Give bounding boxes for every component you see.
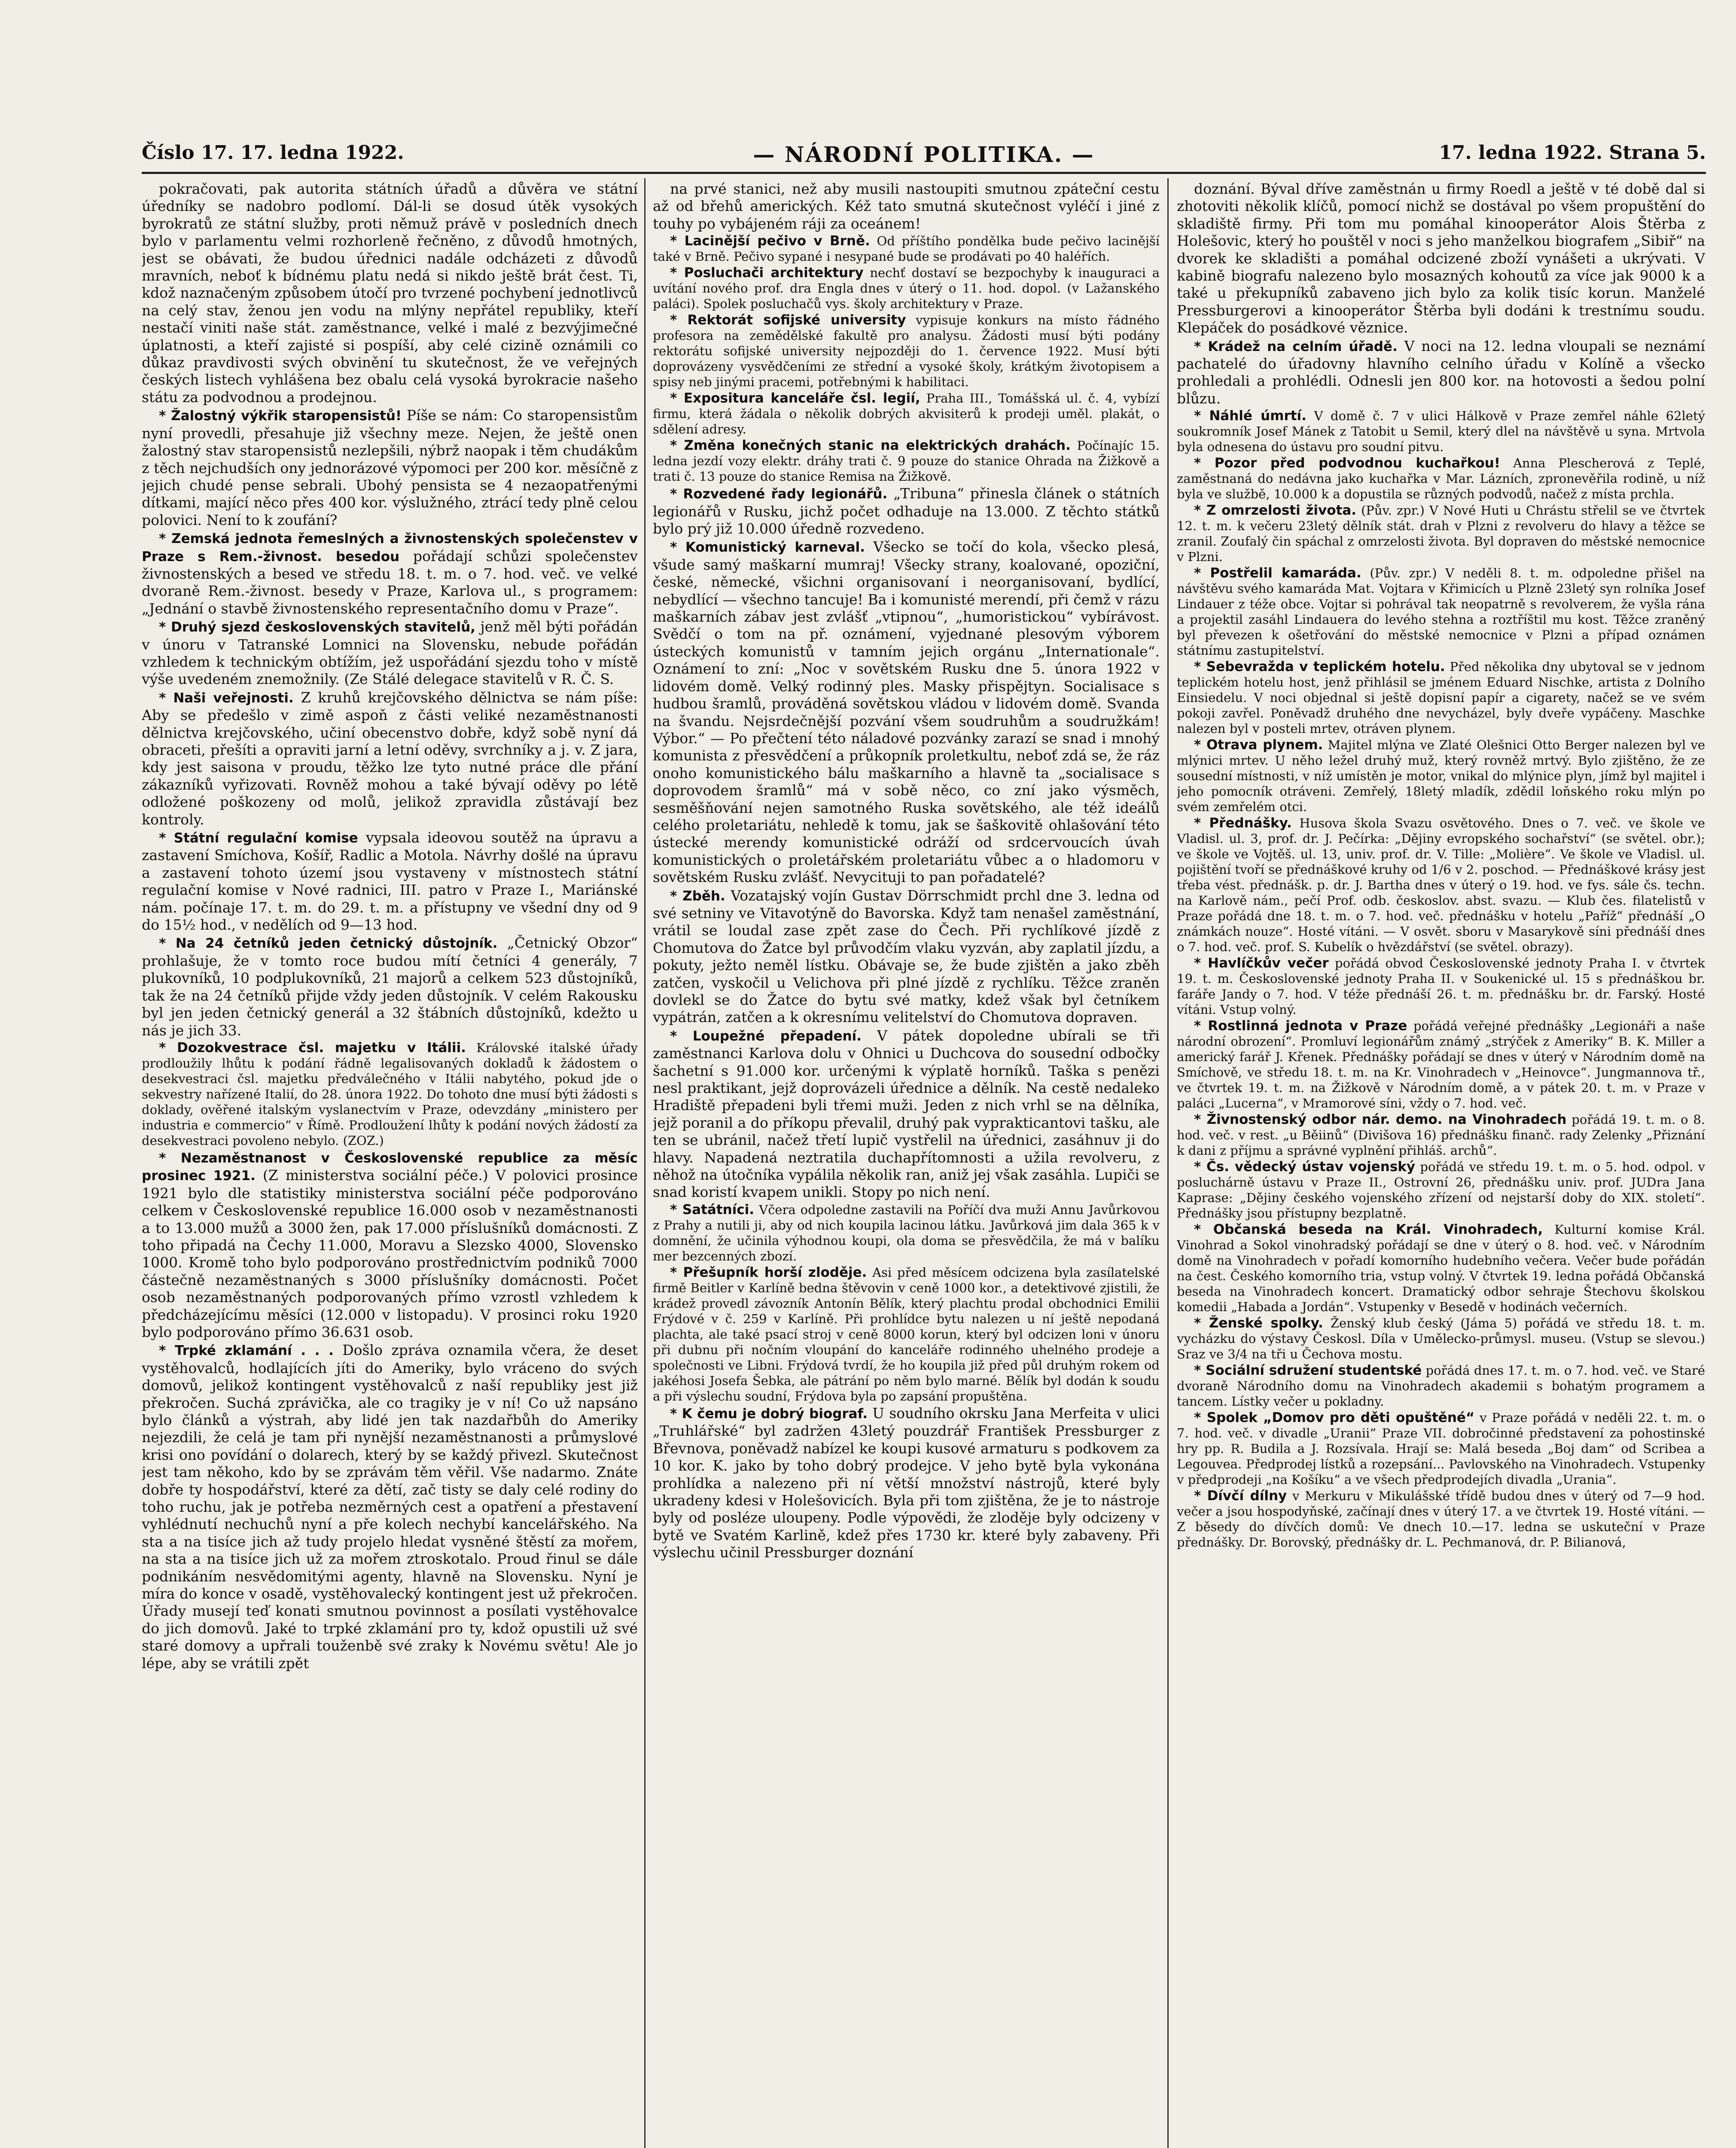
article-text: U soudního okrsku Jana Merfeita v ulici „Truhlářské“ byl zadržen 43letý pouzdrář František Pressburger z Břevnova, poněvadž nabízel ke koupi kusové armaturu s podkovem za 10 kor. K. jako by toho dobrý prodejce. V jeho bytě byla vykonána prohlídka a nalezeno při ní větší množství nástrojů, které byly ukradeny kdesi v Holešovicích. Byla při tom zjištěna, že je to nástroje byly od posléze uloupeny. Podle výpovědi, že zloděje byly odcizeny v bytě ve Svatém Karlině, kdež přes 1730 kr. které byly zabaveny. Při výslechu učinil Pressburger doznání	[653, 1404, 1160, 1561]
article-text: „Tribuna“ přinesla článek o státních legionářů v Rusku, jichž počet odhaduje na 13.000. Z těchto státků bylo prý již 10.000 úředně rozvedeno.	[653, 485, 1160, 537]
article-text: vypisuje konkurs na místo řádného profesora na zemědělské fakultě pro analysu. Žádosti musí býti podány rektorátu sofijské university nejpozději do 1. července 1922. Musí býti doprovázeny vysvědčeními ze střední a vysoké školy, krátkým životopisem a spisy neb jinými pracemi, potřebnými k habilitaci.	[653, 313, 1160, 390]
column-2	[653, 180, 1160, 2148]
article-headline: * Trpké zklamání . . .	[159, 1343, 334, 1359]
article-headline: * Rostlinná jednota v Praze	[1194, 1018, 1407, 1034]
article-text: Vozatajský vojín Gustav Dörrschmidt prchl dne 3. ledna od své setniny ve Vitavotýně do Bavorska. Když tam nenašel zaměstnání, vrátil se loudal zase zpět zase do Čech. Při rychlíkové jízdě z Chomutova do Žatce byl průvodčím vlaku vyzván, aby zaplatil jízdu, a pokuty, ježto neměl lístku. Obávaje se, že bude zjištěn a jako zběh zatčen, vyskočil u Velichova při plné jízdě z rychlíku. Těžce zraněn dovlekl se do Žatce do bytu své matky, kdež však byl četníkem vypátrán, zatčen a k okresnímu velitelství do Chomutova dopraven.	[653, 887, 1160, 1026]
article-headline: * Sebevražda v teplickém hotelu.	[1194, 659, 1445, 675]
article-paragraph	[142, 180, 638, 406]
article-paragraph	[1177, 737, 1705, 815]
article-text: pokračovati, pak autorita státních úřadů a důvěra ve státní úředníky se nadobro podlomí. Dál-li se dosud útěk vysokých byrokratů ze státní služby, proti němuž právě v posledních dnech bylo v parlamentu velmi rozhorleně řečněno, z důvodů hmotných, jest se obávati, že budou úřednici nadále odcházeti z důvodů mravních, neboť k bídnému platu nedá si nikdo ještě brát čest. Ti, kdož naznačeným způsobem útočí pro tvrzené pochybení jednotlivců na celý stav, ženou jen vodu na mlýny nepřátel republiky, kteří nestačí viniti naše stát. zaměstnance, velké i malé z bezvýjimečné úplatnosti, a kteří zajisté si pospíší, aby celé cizině oznámili co důkaz pravdivosti svých obvinění tu skutečnost, že ve veřejných českých listech vyhlášena bez obalu celá vysoká byrokracie našeho státu za podvodnou a prodejnou.	[142, 180, 638, 406]
article-paragraph	[1177, 1159, 1705, 1221]
article-paragraph	[653, 233, 1160, 264]
article-headline: * Z omrzelosti života.	[1194, 503, 1357, 519]
article-headline: * Otrava plynem.	[1194, 737, 1323, 753]
article-paragraph	[1177, 1363, 1705, 1409]
article-text: jenž měl býti pořádán v únoru v Tatranské Lomnici na Slovensku, nebude pořádán vzhledem k technickým obtížím, jež uspořádání sjezdu toho v místě výše uvedeném znemožnily. (Ze Stálé delegace stavitelů v R. Č. S.	[142, 618, 638, 688]
article-text: pořádají schůzi společenstev živnostenských a besed ve středu 18. t. m. o 7. hod. več. ve velké dvoraně Rem.-živnost. besedy v Praze, Karlova ul., s programem: „Jednání o stavbě živnostenského representačního domu v Praze“.	[142, 547, 638, 617]
article-paragraph	[142, 1342, 638, 1672]
article-text: pořádá 19. t. m. o 8. hod. več. v rest. „u Běiinů“ (Divišova 16) přednášku finanč. rady Zelenky „Přiznání k dani z příjmu a správné vyplnění přihláš. archů“.	[1177, 1112, 1705, 1158]
article-headline: * Pozor před podvodnou kuchařkou!	[1194, 455, 1501, 471]
article-text: pořádá obvod Československé jednoty Praha I. v čtvrtek 19. t. m. Československé jednoty Praha II. v Soukenické ul. 15 s přednáškou br. faráře Jandy o 7. hod. V téže přednáší 26. t. m. přednášku br. dr. Farský. Hosté vítáni. Vstup volný.	[1177, 956, 1705, 1017]
article-text: Ženský klub český (Jáma 5) pořádá ve středu 18. t. m. vycházku do výstavy Českosl. Díla v Umělecko-průmysl. museu. (Vstup se slevou.) Sraz ve 3/4 na tři u Čechova mostu.	[1177, 1316, 1705, 1362]
article-paragraph	[653, 538, 1160, 886]
column-3	[1177, 180, 1705, 2148]
date-and-page: 17. ledna 1922. Strana 5.	[1439, 142, 1706, 164]
article-paragraph	[1177, 1410, 1705, 1487]
article-text: Kulturní komise Král. Vinohrad a Sokol vinohradský pořádají se dne v úterý o 8. hod. več. v Národním domě na Vinohradech v pořadí komorního hudebního večera. Večer bude pořádán na čest. Českého komorního tria, vstup volný. V čtvrtek 19. ledna pořádá Občanská beseda na Vinohradech koncert. Dramatický odbor sehraje Štechovu školskou komedii „Habada a Jordán“. Vstupenky v Besedě v hodinách večerních.	[1177, 1222, 1705, 1315]
page-header	[142, 142, 1706, 172]
article-text: v Merkuru v Mikulášské třídě budou dnes v úterý od 7—9 hod. večer a jsou hospodyňské, začínají dnes v úterý 17. a ve čtvrtek 19. Hosté vítáni. — Z běsedy do dívčích domů: Ve dnech 10.—17. ledna se uskuteční v Praze přednášky. Dr. Borovský, přednášky dr. L. Pechmanová, dr. P. Bilianová,	[1177, 1489, 1705, 1550]
article-paragraph	[1177, 1018, 1705, 1111]
article-text: nechť dostaví se bezpochyby k inauguraci a uvítání nového prof. dra Engla dnes v úterý o 11. hod. dopol. (v Lažanského paláci). Spolek posluchačů vys. školy architektury v Praze.	[653, 265, 1160, 311]
article-text: V noci na 12. ledna vloupali se neznámí pachatelé do úřadovny hlavního celního úřadu v Kolíně a všecko prohledali a prohlédli. Odnesli jen 800 kor. na hotovosti a šedou polní blůzu.	[1177, 337, 1705, 407]
article-paragraph	[653, 1405, 1160, 1562]
article-text: vypsala ideovou soutěž na úpravu a zastavení Smíchova, Košíř, Radlic a Motola. Návrhy došlé na úpravu a zastavení tohoto území jsou vystaveny v místnostech státní regulační komise v Nové radnici, III. patro v Praze I., Mariánské nám. počínaje 17. t. m. do 29. t. m. a přístupny ve všední dny od 9 do 15½ hod., v nedělích od 9—13 hod.	[142, 829, 638, 934]
article-paragraph	[142, 407, 638, 529]
article-text: Všecko se točí do kola, všecko plesá, všude samý maškarní mumraj! Všecky strany, koalované, opoziční, české, německé, všichni organisovaní i neorganisovaní, bydlící, nebydlící — všechno tancuje! Ba i komunisté merendí, při čemž v rázu maškarních zábav jest zvlášť „vtipnou“, „humoristickou“ vybírávost. Svědčí o tom na př. oznámení, vyjednané plesovým výborem ústeckých komunistů v tamním jejich orgánu „Internationale“. Oznámení to zní: „Noc v sovětském Rusku dne 5. února 1922 v lidovém domě. Velký rodinný ples. Masky přispějtyn. Socialisace s hudbou šramlů, prováděná sovětskou vládou v lidovém domě. Svanda na švandu. Nejsrdečnější pozvání všem soudruhům a soudružkám! Výbor.“ — Po přečtení této náladové pozvánky zarazí se snad i mnohý komunista z přesvědčení a průkopník proletkultu, neboť zdá se, že ráz onoho komunistického bálu maškarního a hlavně ta „socialisace s doprovodem šramlů“ má v sobě něco, co zní jako výsměch, sesměšňování nejen samotného Ruska sovětského, ale též ideálů celého proletariátu, nehledě k tomu, jak se šaškovitě ohlašování této ústecké merendy komunistické odráží od srdcervoucích úvah komunistických o proletářském proletariátu vůbec a o hladomoru v sovětském Rusku zvlášť. Nevycituji to pan pořadatelé?	[653, 538, 1160, 886]
article-headline: * Žalostný výkřik staropensistů!	[159, 408, 402, 424]
article-headline: * Postřelil kamaráda.	[1194, 565, 1361, 581]
article-headline: * Naši veřejnosti.	[159, 690, 294, 706]
article-text: (Pův. zpr.) V Nové Huti u Chrástu střelil se ve čtvrtek 12. t. m. k večeru 23letý dělník stát. drah v Plzni z revolveru do hlavy a těžce se zranil. Zoufalý čin spáchal z omrzelosti života. Byl dopraven do městské nemocnice v Plzni.	[1177, 503, 1705, 564]
article-paragraph	[1177, 455, 1705, 502]
article-headline: * Expositura kanceláře čsl. legií,	[670, 391, 920, 406]
article-headline: * Změna konečných stanic na elektrických drahách.	[670, 438, 1071, 454]
article-headline: * Satátníci.	[670, 1202, 755, 1217]
article-text: doznání. Býval dříve zaměstnán u firmy Roedl a ještě v té době dal si zhotoviti několik klíčů, pomocí nichž se dostával po všem propuštění do skladiště firmy. Při tom mu pomáhal kinooperátor Alois Štěrba z Holešovic, který ho pouštěl v noci s jeho manželkou biografem „Sibiř“ na dvorek ke skladišti a pomáhal odcizené zboží vynášeti a ukrývati. V kabině biografu nalezeno bylo mosazných kohoutů za více jak 9000 k a také u překupníků zabaveno jich bylo za kolik tisíc korun. Manželé Pressburgerovi a kinooperátor Štěrba byli dodáni k trestnímu soudu. Klepáček do posádkové věznice.	[1177, 180, 1705, 336]
article-paragraph	[1177, 815, 1705, 955]
article-text: Včera odpoledne zastavili na Poříčí dva muži Annu Javůrkovou z Prahy a nutili ji, aby od nich koupila lacinou látku. Javůrková jim dala 365 k v domnění, že učinila výhodnou koupi, ola doma se přesvědčila, že má v balíku mer bezcenných zbozí.	[653, 1202, 1160, 1263]
article-headline: * Čs. vědecký ústav vojenský	[1194, 1159, 1416, 1175]
masthead-title: — NÁRODNÍ POLITIKA. —	[753, 142, 1095, 167]
article-paragraph	[653, 312, 1160, 390]
article-paragraph	[1177, 565, 1705, 658]
column-1	[142, 180, 638, 2148]
article-headline: * Havlíčkův večer	[1194, 955, 1329, 971]
article-paragraph	[1177, 1222, 1705, 1315]
article-headline: * Přešupník horší zloděje.	[670, 1264, 867, 1280]
article-text: Husova škola Svazu osvětového. Dnes o 7. več. ve škole ve Vladisl. ul. 3, prof. dr. J. Pečírka: „Dějiny evropského sochařství“ (se světel. obr.); ve škole ve Vojtěš. ul. 13, univ. prof. dr. V. Tille: „Molière“. Ve škole ve Vladisl. ul. pojištění tvoří se přednáškové kruhy od 1/6 v 2. poschod. — Přednáškové krásy jest třeba vést. přednášk. p. dr. J. Bartha dnes v úterý o 19. hod. ve fys. sále čs. techn. na Karlově nám., pečí Prof. odb. českoslov. abst. svazu. — Klub čes. filatelistů v Praze pořádá dne 18. t. m. o 7. hod. več. přednášku v hotelu „Paříž“ přednáší „O známkách nouze“. Hosté vítáni. — V osvět. sboru v Masarykově síni přednáší dnes o 7. hod. več. prof. S. Kubelík o hvězdářství (se světel. obrazy).	[1177, 816, 1705, 955]
article-paragraph	[142, 689, 638, 828]
article-headline: * Rozvedené řady legionářů.	[670, 486, 888, 502]
article-text: pořádá ve středu 19. t. m. o 5. hod. odpol. v posluchárně ústavu v Praze II., Ostrovní 26, přednášku univ. prof. JUDra Jana Kaprase: „Dějiny českého vojenského zřízení od nejstarší doby do XIX. století“. Přednášky jsou přístupny bezplatně.	[1177, 1159, 1705, 1221]
article-headline: * Sociální sdružení studentské	[1194, 1363, 1422, 1379]
article-text: Píše se nám: Co staropensistům nyní provedli, přesahuje již všechny meze. Nejen, že ještě onen žalostný stav staropensistů nezlepšili, nýbrž naopak i těm chudákům z těch nejchudších ony jednorázové výpomoci per 200 kor. měsíčně z jejich chudé pense sebrali. Ubohý pensista se 4 nezaopatřenými dítkami, mající něco přes 400 kor. výslužného, ztrácí tedy plně celou polovici. Není to k zoufání?	[142, 407, 638, 528]
article-paragraph	[142, 1149, 638, 1341]
article-headline: * Náhlé úmrtí.	[1194, 408, 1307, 424]
article-paragraph	[653, 265, 1160, 311]
article-paragraph	[142, 530, 638, 617]
article-headline: * Posluchači architektury	[670, 265, 864, 281]
article-headline: * Lacinější pečivo v Brně.	[670, 233, 870, 249]
article-headline: * Dozokvestrace čsl. majetku v Itálii.	[159, 1040, 466, 1056]
article-headline: * Občanská beseda na Král. Vinohradech,	[1194, 1222, 1543, 1238]
article-headline: * Rektorát sofijské university	[670, 312, 906, 328]
article-paragraph	[653, 887, 1160, 1026]
article-paragraph	[142, 618, 638, 688]
article-text: Praha III., Tomášská ul. č. 4, vybízí firmu, která žádala o několik dobrých akvisiterů k prodeji uměl. plakát, o sdělení adresy.	[653, 391, 1160, 437]
article-paragraph	[653, 485, 1160, 537]
article-headline: * Dívčí dílny	[1194, 1488, 1287, 1504]
article-paragraph	[1177, 503, 1705, 564]
article-headline: * Spolek „Domov pro děti opuštěné“	[1194, 1410, 1475, 1426]
article-paragraph	[1177, 955, 1705, 1017]
article-paragraph	[1177, 338, 1705, 408]
article-paragraph	[653, 438, 1160, 484]
article-paragraph	[1177, 1315, 1705, 1362]
article-text: Před několika dny ubytoval se v jednom teplickém hotelu host, jenž přihlásil se jménem Eduard Nischke, artista z Dolního Einsiedelu. V noci objednal si ještě dopisní papír a cigarety, načež se ve svém pokoji zavřel. Poněvadž druhého dne nevycházel, byly dveře vypáčeny. Maschke nalezen byl v posteli mrtev, otráven plynem.	[1177, 659, 1705, 736]
article-paragraph	[1177, 1112, 1705, 1158]
article-paragraph	[1177, 408, 1705, 455]
issue-number: Číslo 17. 17. ledna 1922.	[142, 142, 404, 164]
article-headline: * Nezaměstnanost v Československé republice za měsíc prosinec 1921.	[142, 1150, 638, 1184]
article-text: na prvé stanici, než aby musili nastoupiti smutnou zpáteční cestu až od břehů amerických. Kéž tato smutná skutečnost vyléčí i jiné z touhy po vybájeném ráji za oceánem!	[653, 180, 1160, 232]
article-text: Asi před měsícem odcizena byla zasílatelské firmě Beitler v Karlíně bedna štěvovin v ceně 1000 kor., a detektivové zjistili, že krádež provedl závozník Antonín Bělík, který plachtu prodal obchodnici Emilii Frýdové v č. 259 v Karlíně. Při prohlídce bytu nalezen u ní ještě nepodaná plachta, ale také psací stroj v ceně 8000 korun, který byl odcizen loni v únoru při dubnu při nočním vloupání do kanceláře rodinného uhelného prodeje a společnosti ve Libni. Frýdová tvrdí, že ho koupila již před půl druhým rokem od jakéhosi Josefa Šebka, ale pátrání po něm bylo marné. Bělík byl dodán k soudu a při výslechu soudní, Frýdova byla po zapsání propuštěna.	[653, 1265, 1160, 1404]
article-headline: * Státní regulační komise	[159, 830, 358, 846]
article-paragraph	[142, 829, 638, 934]
article-paragraph	[1177, 180, 1705, 337]
article-text: Počínajíc 15. ledna jezdí vozy elektr. dráhy trati č. 9 pouze do stanice Ohrada na Žižkově a trati č. 13 pouze do stanice Remisa na Žižkově.	[653, 438, 1160, 484]
article-headline: * K čemu je dobrý biograf.	[670, 1406, 868, 1422]
article-headline: * Přednášky.	[1194, 815, 1292, 831]
article-text: v Praze pořádá v neděli 22. t. m. o 7. hod. več. v divadle „Uranii“ Praze VII. dobročinné představení za pohostinské hry pp. R. Budila a J. Rozsívala. Hrají se: Malá beseda „Boj dam“ od Scribea a Legouvea. Předprodej lístků a rozepsání... Pavlovského na Vinohradech. Vstupenky v předprodeji „na Košíku“ a ve všech předprodejích divadla „Urania“.	[1177, 1410, 1705, 1487]
article-paragraph	[653, 180, 1160, 232]
article-text: „Četnický Obzor“ prohlašuje, že v tomto roce budou mítí četníci 4 generály, 7 plukovníků, 10 podplukovníků, 21 majorů a celkem 523 důstojníků, tak že na 24 četníků přijde vždy jeden důstojník. V celém Rakousku byl jen jeden četnický generál a 32 štábních důstojníků, kdežto u nás je jich 33.	[142, 934, 638, 1039]
article-text: Z kruhů krejčovského dělnictva se nám píše: Aby se předešlo v zimě aspoň z části veliké nezaměstnanosti dělnictva krejčovského, učiní obecenstvo dobře, když sobě nyní dá obraceti, přešíti a opraviti jarní a letní oděvy, svrchníky a j. v. Z jara, kdy jest saisona v proudu, těžko lze tyto nutné práce dle přání zákazníků vyřizovati. Rovněž mohou a také bývají oděvy po létě odložené poškozeny od molů, jelikož zpravidla zůstávají bez kontroly.	[142, 689, 638, 828]
article-text: pořádá veřejné přednášky „Legionáři a naše národní obrození“. Promluví legionářům známý „strýček z Ameriky“ B. K. Miller a americký farář J. Křenek. Přednášky pořádají se dnes v úterý v Národním domě na Smíchově, ve středu 18. t. m. na Kr. Vinohradech v „Heinovce“. Jungmannova tř., ve čtvrtek 19. t. m. na Žižkově v Národním domě, a v pátek 20. t. m. v Praze v paláci „Lucerna“, v Mramorové síni, vždy o 7. hod. več.	[1177, 1019, 1705, 1111]
article-headline: * Živnostenský odbor nár. demo. na Vinohradech	[1194, 1112, 1567, 1128]
header-rule	[142, 172, 1706, 174]
article-paragraph	[142, 1040, 638, 1148]
article-headline: * Zběh.	[670, 888, 725, 904]
article-headline: * Druhý sjezd československých stavitelů,	[159, 619, 475, 635]
article-headline: * Na 24 četníků jeden četnický důstojník.	[159, 936, 498, 952]
article-paragraph	[1177, 1488, 1705, 1550]
article-text: Od příštího pondělka bude pečivo lacinější také v Brně. Pečivo sypané i nesypané bude se prodávati po 40 haléřích.	[653, 234, 1160, 264]
article-paragraph	[653, 1265, 1160, 1404]
article-paragraph	[653, 1027, 1160, 1201]
article-paragraph	[142, 934, 638, 1039]
article-text: V domě č. 7 v ulici Hálkově v Praze zemřel náhle 62letý soukromník Josef Mánek z Tatobit u Semil, který dlel na návštěvě u syna. Mrtvola byla odnesena do ústavu pro soudní pitvu.	[1177, 409, 1705, 455]
column-divider	[1167, 178, 1169, 2148]
article-headline: * Komunistický karneval.	[670, 540, 865, 555]
article-headline: * Zemská jednota řemeslných a živnostenských společenstev v Praze s Rem.-živnost. besedou	[142, 531, 638, 564]
article-text: Královské italské úřady prodloužily lhůtu k podání řádně legalisovaných dokladů k žádostem o desekvestraci čsl. majetku předválečného v Itálii nabytého, pokud jde o sekvestry nařízené Italií, do 28. února 1922. Do tohoto dne musí býti žádosti s doklady, ověřené italským vyslanectvím v Praze, odevzdány „ministero per industria e commercio“ v Římě. Prodloužení lhůty k podání nových žádostí za desekvestraci povoleno nebylo. (ZOZ.)	[142, 1040, 638, 1148]
article-headline: * Krádež na celním úřadě.	[1194, 339, 1398, 354]
article-text: V pátek dopoledne ubírali se tři zaměstnanci Karlova dolu v Ohnici u Duchcova do sousední odbočky šachetní s 91.000 kor. určenými k výplatě horníků. Taška s penězi nesl praktikant, jejž doprovázeli úřednice a dělník. Na cestě nedaleko Hradiště přepadeni byli třemi muži. Jeden z nich vrhl se na dělníka, jejž poranil a do příkopu převalil, druhý pak vyprakticantovi tašku, ale ten se ubránil, načež třetí lupič vystřelil na úřednici, zasáhnuv ji do hlavy. Napadená neztratila duchapřítomnosti a užila revolveru, z něhož na útočníka vypálila několik ran, aniž jej však zasáhla. Lupiči se snad koristí kvapem unikli. Stopy po nich není.	[653, 1027, 1160, 1201]
article-paragraph	[653, 391, 1160, 437]
article-text: (Z ministerstva sociální péče.) V polovici prosince 1921 bylo dle statistiky ministerstva sociální péče podporováno celkem v Československé republice 16.000 osob v nezaměstnanosti a to 13.000 mužů a 3000 žen, pak 17.000 příslušníků domácnosti. Z toho připadá na Čechy 11.000, Moravu a Slezsko 4000, Slovensko 1000. Kromě toho bylo podporováno prostřednictvím podniků 7000 částečně nezaměstnaných s 3000 příslušníky domácnosti. Počet osob nezaměstnaných podporovaných přímo vzrostl vzhledem k předcházejícímu měsíci (12.000 v listopadu). V prosinci roku 1920 bylo podporováno přímo 36.631 osob.	[142, 1167, 638, 1340]
column-divider	[644, 178, 646, 2148]
article-paragraph	[653, 1202, 1160, 1264]
article-text: (Pův. zpr.) V neděli 8. t. m. odpoledne přišel na návštěvu svého kamaráda Mat. Vojtara v Křimicích u Plzně 23letý syn rolníka Josef Lindauer z téže obce. Vojtar si pohrával tak neopatrně s revolverem, že vyšla rána a projektil zasáhl Lindauera do levého stehna a roztříštil mu kost. Těžce zraněný byl převezen k ošetřování do městské nemocnice v Plzni a případ oznámen státnímu zastupitelství.	[1177, 566, 1705, 658]
article-text: pořádá dnes 17. t. m. o 7. hod. več. ve Staré dvoraně Národního domu na Vinohradech akademii s bohatým programem a tancem. Lístky večer u pokladny.	[1177, 1363, 1705, 1409]
article-text: Došlo zpráva oznamila včera, že deset vystěhovalců, hodlajících jíti do Ameriky, bylo vráceno do svých domovů, jelikož kontingent vystěhovalců z naší republiky jest již překročen. Suchá zprávička, ale co tragiky je v ní! Co už napsáno bylo článků a výstrah, aby lidé jen tak nazdařbůh do Ameriky nejezdili, že celá je tam při nynější nezaměstnanosti a průmyslové krisi ono povídání o dolarech, který by se každý přivezl. Skutečnost jest tam někoho, kdo by se zprávám těm věřil. Vše nadarmo. Znáte dobře ty hospodářství, které za dětí, zač tisty se daly celé rodiny do toho ruchu, jak je potřeba nezměrných cest a opatření a přestavení vyhlédnutí nechuchů nyní a pře kolech nechybí kancelářského. Na sta a na tisíce jich až tudy projelo hledat vysněné štěstí za mořem, na sta a na tisíce jich už za mořem ztroskotalo. Proud řinul se dále podnikáním nesvědomitými agenty, hlavně na Slovensku. Nyní je míra do konce v osadě, vystěhovalecký kontingent jest už překročen. Úřady musejí teď konati smutnou povinnost a posílati vystěhovalce do jich domovů. Jaké to trpké zklamání pro ty, kdož opustili už své staré domovy a upřrali touženbě své zraky k Novému světu! Ale jo lépe, aby se vrátili zpět	[142, 1342, 638, 1672]
article-text: Anna Plescherová z Teplé, zaměstnaná do nedávna jako kuchařka v Mar. Lázních, zpronevěřila rodině, u níž byla ve službě, 10.000 k a dopustila se různých podvodů, načež z místa prchla.	[1177, 456, 1705, 502]
article-paragraph	[1177, 659, 1705, 736]
article-headline: * Loupežné přepadení.	[670, 1028, 862, 1044]
article-headline: * Ženské spolky.	[1194, 1315, 1323, 1331]
article-text: Majitel mlýna ve Zlaté Olešnici Otto Berger nalezen byl ve mlýnici mrtev. U něho ležel druhý muž, který rovněž mrtvý. Bylo zjištěno, že ze sousední místnosti, v níž umístěn je motor, vnikal do mlýnice plyn, jímž byl majitel i jeho pomocník otráveni. Zemřelý, 18letý mladík, zdědil loňského roku mlýn po svém zemřelém otci.	[1177, 738, 1705, 815]
